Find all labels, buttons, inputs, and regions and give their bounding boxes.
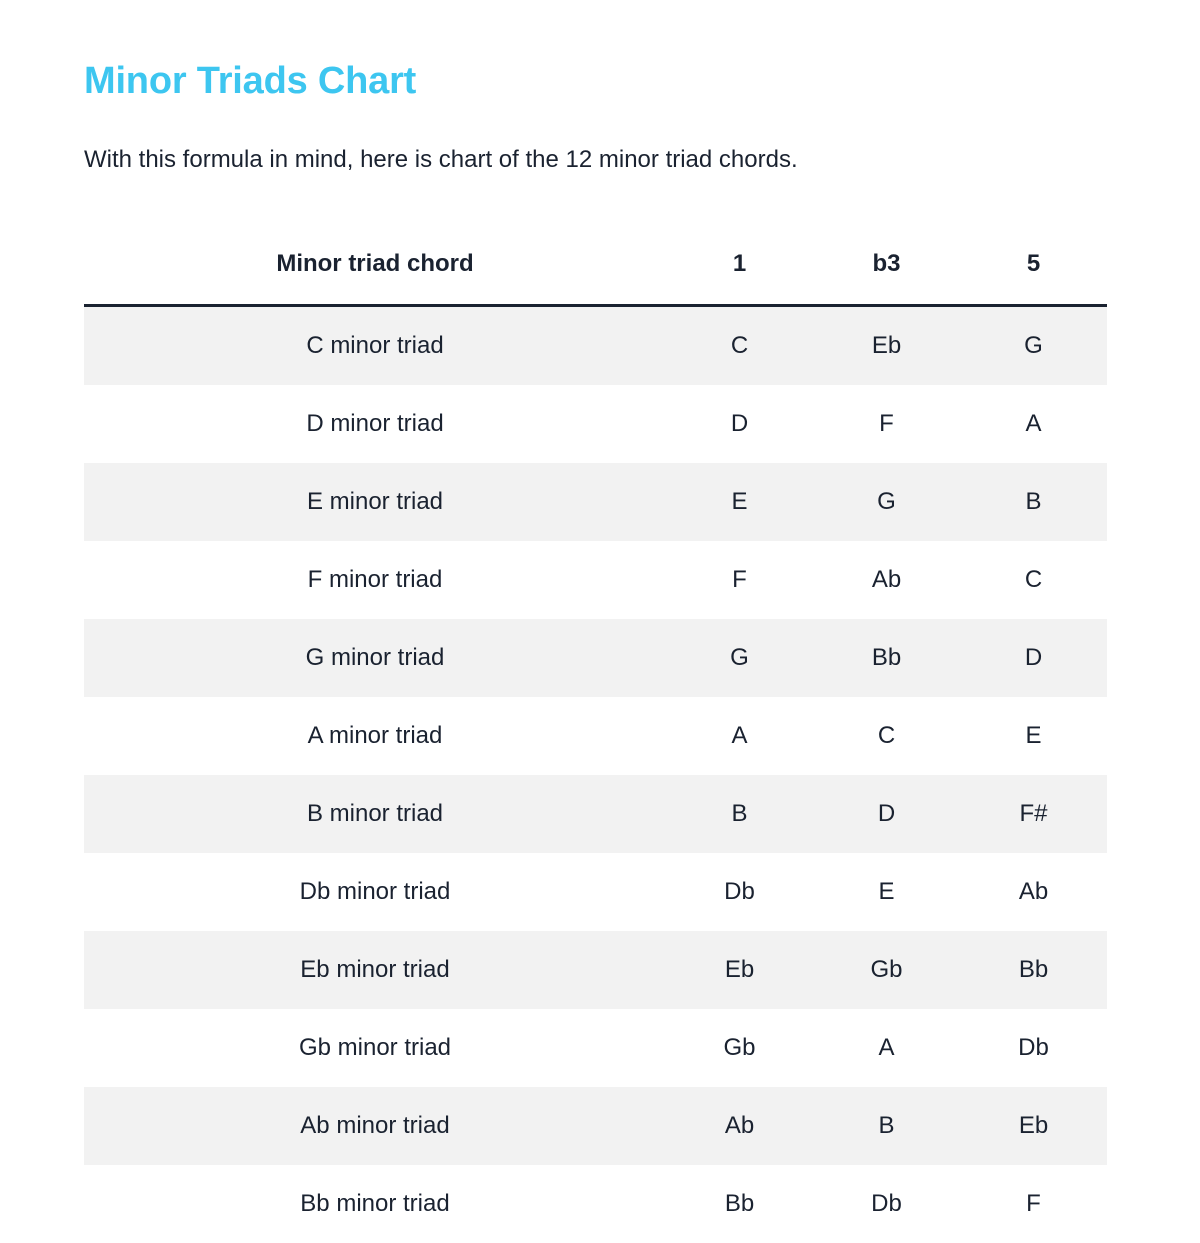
header-fifth: 5	[960, 224, 1107, 305]
intro-paragraph: With this formula in mind, here is chart of the 12 minor triad chords.	[84, 146, 798, 173]
third-cell: E	[878, 877, 895, 905]
third-cell: G	[877, 487, 896, 515]
chord-name-cell: Gb minor triad	[298, 1033, 452, 1061]
table-row	[84, 1087, 1107, 1165]
chord-name-cell: F minor triad	[307, 565, 443, 593]
root-cell: E	[731, 487, 748, 515]
header-root: 1	[666, 224, 813, 305]
chord-name-cell: Eb minor triad	[300, 955, 450, 983]
table-row	[84, 541, 1107, 619]
fifth-cell: A	[1025, 409, 1042, 437]
root-cell: A	[731, 721, 748, 749]
fifth-cell: F	[1026, 1189, 1041, 1217]
table-row	[84, 853, 1107, 931]
table-row	[84, 385, 1107, 463]
third-cell: Gb	[870, 955, 903, 983]
fifth-cell: Ab	[1018, 877, 1049, 905]
chord-name-cell: Bb minor triad	[300, 1189, 450, 1217]
chord-name-cell: Ab minor triad	[300, 1111, 450, 1139]
fifth-cell: G	[1024, 331, 1043, 359]
chord-name-cell: G minor triad	[305, 643, 445, 671]
table-row	[84, 619, 1107, 697]
third-cell: D	[877, 799, 896, 827]
root-cell: F	[732, 565, 747, 593]
third-cell: B	[878, 1111, 895, 1139]
root-cell: B	[731, 799, 748, 827]
header-chord: Minor triad chord	[84, 224, 666, 305]
fifth-cell: Bb	[1018, 955, 1049, 983]
table-row	[84, 1165, 1107, 1243]
page-title: Minor Triads Chart	[84, 60, 417, 102]
chord-name-cell: C minor triad	[306, 331, 444, 359]
fifth-cell: B	[1025, 487, 1042, 515]
fifth-cell: D	[1024, 643, 1043, 671]
table-row	[84, 775, 1107, 853]
third-cell: Db	[871, 1189, 902, 1217]
fifth-cell: C	[1024, 565, 1043, 593]
table-row	[84, 463, 1107, 541]
root-cell: D	[730, 409, 749, 437]
table-row	[84, 931, 1107, 1009]
third-cell: F	[879, 409, 894, 437]
root-cell: C	[730, 331, 749, 359]
header-minor-third: b3	[813, 224, 960, 305]
table-body	[84, 305, 1107, 1243]
third-cell: Eb	[871, 331, 902, 359]
root-cell: Bb	[724, 1189, 755, 1217]
chord-name-cell: D minor triad	[306, 409, 444, 437]
third-cell: Bb	[871, 643, 902, 671]
third-cell: Ab	[871, 565, 902, 593]
root-cell: Gb	[723, 1033, 756, 1061]
fifth-cell: Eb	[1018, 1111, 1049, 1139]
table-row	[84, 697, 1107, 775]
fifth-cell: Db	[1018, 1033, 1049, 1061]
chord-name-cell: B minor triad	[306, 799, 444, 827]
third-cell: A	[878, 1033, 895, 1061]
chord-name-cell: Db minor triad	[299, 877, 451, 905]
header-row	[84, 224, 1107, 305]
table-header	[84, 224, 1107, 305]
table-row	[84, 1009, 1107, 1087]
chord-name-cell: A minor triad	[307, 721, 443, 749]
minor-triads-table	[84, 224, 1107, 1243]
third-cell: C	[877, 721, 896, 749]
root-cell: Db	[724, 877, 755, 905]
chord-name-cell: E minor triad	[306, 487, 444, 515]
fifth-cell: F#	[1019, 799, 1048, 827]
table-row	[84, 305, 1107, 385]
root-cell: G	[730, 643, 749, 671]
fifth-cell: E	[1025, 721, 1042, 749]
root-cell: Ab	[724, 1111, 755, 1139]
root-cell: Eb	[724, 955, 755, 983]
